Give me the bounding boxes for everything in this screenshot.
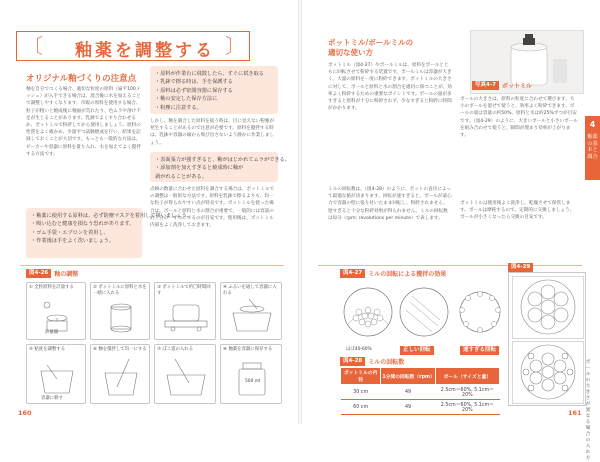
note-line: ・添加剤を加えすぎると焼成時に釉が [155,165,244,172]
title-bracket-right: 〕 [225,34,245,58]
table-header: 1分間の回転数（rpm） [381,368,435,385]
left-col1-text: 釉を自分でつくる場合、適切な粒度の原料（扁平100メッシュ）が入手できる場合は、混合後に水を加えることで調整しやすくなります。市販の原料を使用する場合、粒子が粗いと焼成後に釉面が荒れたり、色ムラや溶け不足が生じることがあります。乳鉢でよくすり合わせるか、ポットミルで粉砕してから使用しましょう。原料の性質をよく確かめ、少量ずつ試験焼成を行い、結果を記録しておくことが大切です。もっとも一般的な方法は、ビーカーや容器に原料を量り入れ、水を加えてよく撹拌する方法です。 [26,87,141,157]
panel-caption: ぼこ造の入れる [162,347,194,352]
panel-caption: 全粒原料を計量する [34,285,74,290]
note-line: ・作業後は手をよく洗いましょう。 [31,238,115,245]
figure-panel-8 [220,344,282,404]
ball-arrangement-figure [508,272,586,406]
figure-panel-5 [26,344,86,404]
fig27-title: ミルの回転による攪拌の効果 [368,270,447,278]
left-col2-text: しかし、釉を調合した原料を扱う時は、目に見えない粉塵が発生することがあるので注意が必要です。原料を攪拌する時は、乳鉢や容器の縁から飛び出さないよう静かに作業しましょう。 [150,119,275,146]
caution-box [150,66,278,114]
mixed-balls-diagram [513,342,583,403]
chapter-title-box [16,31,250,61]
panel-number: ① [29,285,33,290]
panel-caption: ポットミルに原料と水を一緒に入れる [93,285,147,296]
panel-sub: 500 ml [245,379,261,384]
fig27-label-2: 正しい回転 [400,346,434,355]
table-cell: 2.5cm＝60%, 5.1cm＝20% [435,385,499,400]
note-line: ・釉薬に使用する原料は、必ず防塵マスクを着用して扱いましょう。 [31,213,192,219]
figure-panel-1 [26,282,86,340]
fig27-tag: 図4-27 [340,269,365,278]
panel-number: ⑥ [93,347,97,352]
note-line: ・釉の安定した保存方法に [155,96,218,103]
panel-number: ③ [157,285,161,290]
photo-label [472,80,532,90]
page-number-left: 160 [18,409,32,417]
table-header: ポットミルの内径 [341,368,381,385]
note-line: ・原料は必ず密閉容器に保存する [155,87,233,94]
panel-caption: ポットミルで約〇時間回す [157,285,211,296]
panel-number: ⑧ [223,347,227,352]
panel-number: ④ [223,285,227,290]
tip-box [150,152,290,182]
left-col2-text2: 点検の数量に合わせた原料を調合する場合は、ポットミルでの調整は一般的な方法です。原料を乳鉢で擦るよりも、均一な粒子が得られやすい点が特長です。ポットミルを使った場合は、ボールと原料と水の割合が重要で、一般的には容量の約三分の一ずつにするのが目安です。使用後は、ポットミル内部をよく洗浄しておきます。 [150,187,275,229]
panel-caption: 釉を撹拌して均一にする [98,347,147,352]
panel-number: ⑦ [157,347,161,352]
chapter-number: 4 [589,120,596,129]
panel-sub: 容器に移す [41,396,63,401]
figure-panel-7 [154,344,216,404]
right-col1-text: ポットミル（図4-27）やボールミルは、原料をボールとともに回転させて粉砕する装置です。ボールミルは容器が大きく、大量の原料を一度に粉砕できます。ポットミルの大きさに対して、ボールと原料と水の割合を適切に保つことが、効率よく粉砕するための重要なポイントです。ボールの量が多すぎると原料が十分に粉砕されず、少なすぎると粉砕に時間がかかります。 [328,63,452,112]
table-row [341,385,500,400]
section-heading-line1: ポットミル/ボールミルの [328,38,414,47]
pot-mill-illustration [91,283,151,341]
ball-arrangement-bottom [512,341,584,404]
figure-panel-4 [220,282,282,340]
table-cell: 30 cm [341,385,381,400]
section-heading: オリジナル釉づくりの注意点 [26,74,137,84]
photo-tag: 写真4-7 [472,81,499,90]
page-title: 釉薬を調整する [75,41,215,61]
mill-speed-table [340,367,500,415]
note-line: ・表面張力が強すぎると、釉がはじかれてムラができる。 [155,157,290,163]
fig28-label [340,356,404,366]
large-balls-diagram [513,277,583,338]
right-figure-separator [318,265,582,266]
sieve-illustration [221,283,283,341]
storage-illustration [221,345,283,405]
note-line: 剥がれることがある。 [155,173,207,180]
chapter-tab-text: 釉薬の基本と調合 [587,134,598,160]
page-number-right: 161 [568,409,582,417]
stirring-illustration [91,345,151,405]
figure-separator [20,265,284,266]
panel-caption: 粘度を調整する [34,347,66,352]
figure-panel-3 [154,282,216,340]
table-cell: 2.5cm＝60%, 5.1cm＝20% [435,400,499,415]
note-line: ・原料が作業台に飛散したら、すぐに拭き取る [155,71,264,77]
pouring-illustration [155,345,217,405]
table-cell: 49 [381,400,435,415]
note-line: ・ゴム手袋・エプロンを着用し、 [31,229,109,236]
title-bracket-left: 〔 [23,34,43,58]
fig29-label [508,262,533,272]
fig27-label-1: ほぼ40-60% [346,347,372,352]
mill-rotation-diagram [340,282,500,346]
panel-number: ⑤ [29,347,33,352]
fig28-title: ミルの回転数 [368,358,405,366]
figure-title: 釉の調整 [54,270,79,278]
fig29-tag: 図4-29 [508,263,533,272]
note-line: ・乳鉢で擦る時は、手を保護する [155,79,233,86]
table-cell: 49 [381,385,435,400]
table-row [341,400,500,415]
right-col2-text: ボールの大きさは、原料の粒度に合わせて選びます。大小のボールを混ぜて使うと、効率よく粉砕できます。ボールの量は容量の約50%、原料と水は約25%ずつが目安です。（図4-29）のように、大きいボールと小さいボールを組み合わせて使うと、隙間が埋まり効率が上がります。 [460,97,578,139]
safety-note-box [26,208,192,258]
panel-sub: 計量器 [45,330,59,335]
right-col2-text2: ポットミルは使用後よく洗浄し、乾燥させて保管します。ボールは摩耗するので、定期的に交換しましょう。ボールが小さくなったら交換の目安です。 [460,201,575,221]
chapter-side-tab [585,116,600,180]
figure-panel-6 [90,344,150,404]
ball-arrangement-top [512,276,584,339]
right-col1-text2: ミルの回転数は、（図4-28）のように、ポットの直径によって最適な値が決まります。回転が速すぎると、ボールが遠心力で容器の壁に張り付いたまま回転し、粉砕されません。遅すぎると十分な粉砕効果が得られません。ミルの回転数は毎分（rpm: revolutions per minute）で表します。 [328,187,452,221]
fig29-vertical-title: ボールの大きさが異なる場合の入れ方 [585,360,591,461]
photo-caption: ポットミル [501,82,532,90]
page-gutter [298,0,302,424]
mill-rotating-illustration [155,283,217,341]
table-header: ボール（サイズと量） [435,368,499,385]
panel-number: ② [93,285,97,290]
figure-tag: 図4-26 [26,269,51,278]
note-line: ・吸い込むと健康を損なう恐れがあります。 [31,221,135,228]
fig27-label-3: 速すぎる回転 [460,346,499,355]
fig27-label [340,268,446,278]
table-cell: 60 cm [341,400,381,415]
figure-panel-2 [90,282,150,340]
note-line: ・粉塵に注意する。 [155,104,202,111]
panel-caption: ふるいを通して容器に入れる [223,285,277,296]
section-heading-line2: 適切な使い方 [328,48,373,57]
fig28-tag: 図4-28 [340,357,365,366]
panel-caption: 釉薬を容器に保存する [228,347,273,352]
figure-label [26,268,78,278]
